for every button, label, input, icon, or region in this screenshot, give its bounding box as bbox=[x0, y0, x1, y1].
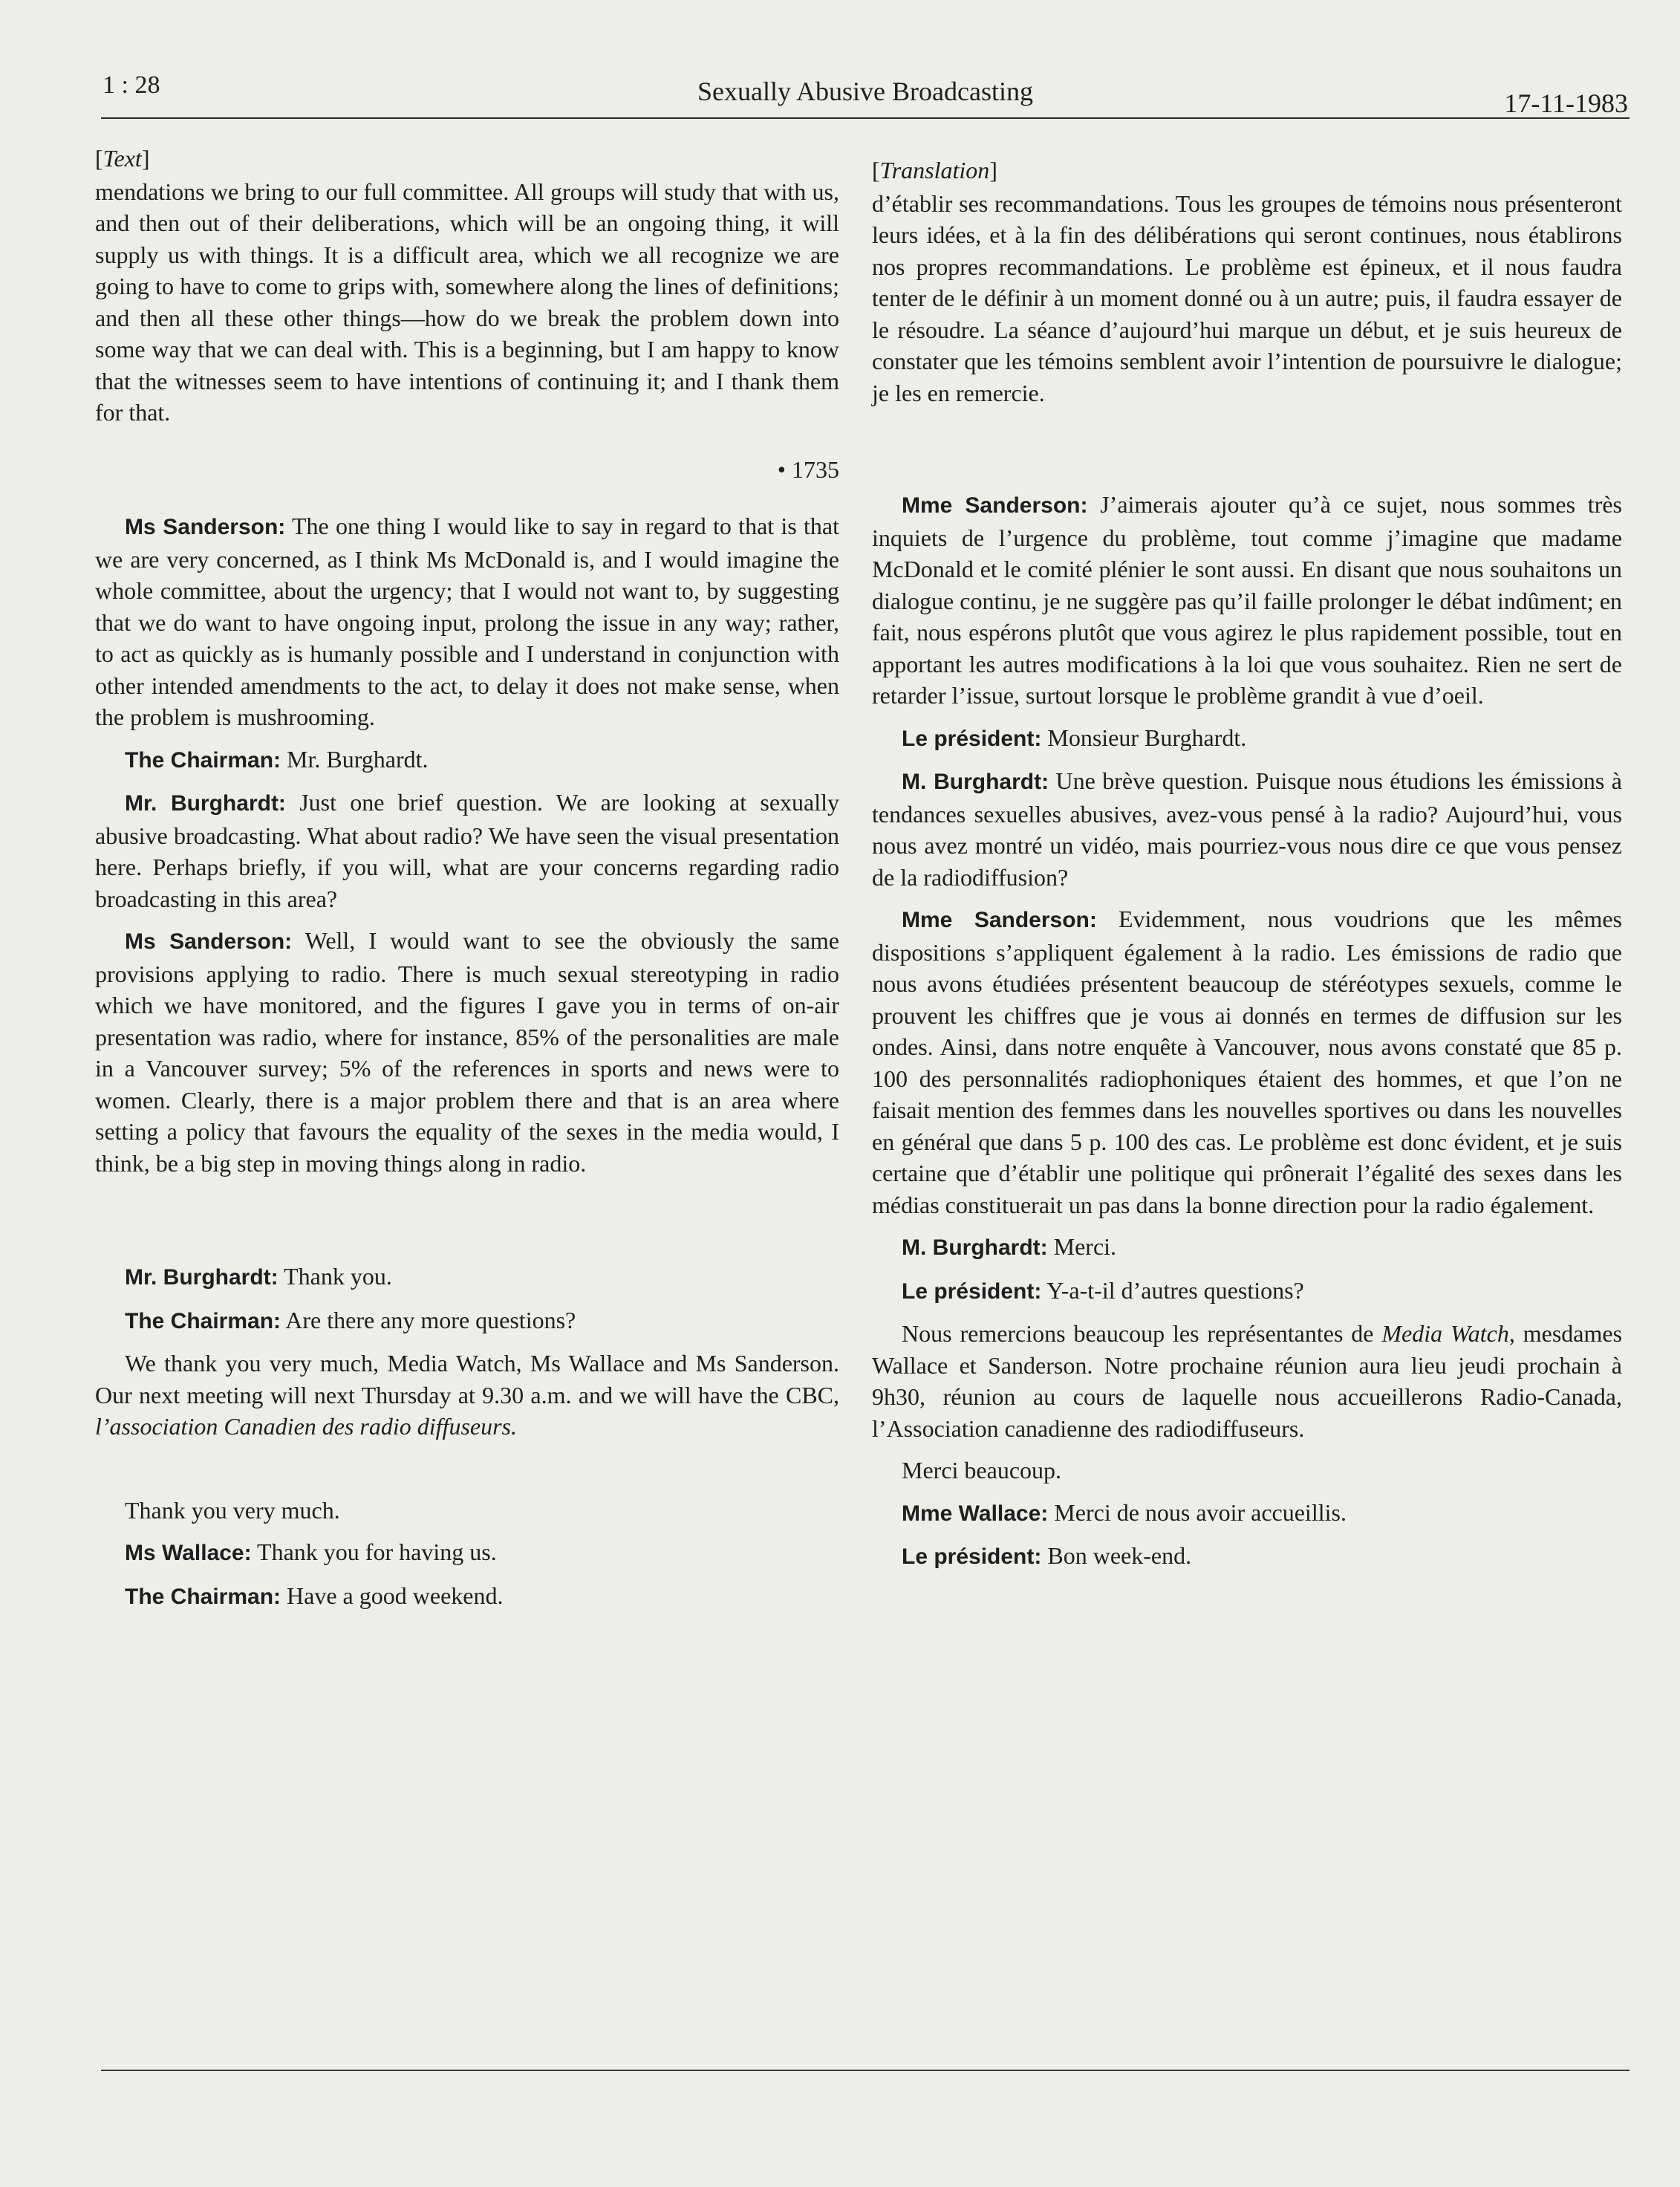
speech-mr-burghardt bbox=[95, 1261, 839, 1294]
speech-mme-sanderson bbox=[872, 903, 1622, 1221]
document-date: 17-11-1983 bbox=[1504, 88, 1628, 118]
speaker-name: Le président: bbox=[902, 726, 1042, 751]
speech-text: Monsieur Burghardt. bbox=[1041, 724, 1247, 751]
speech-president bbox=[872, 722, 1622, 755]
footer-divider bbox=[101, 2070, 1629, 2071]
speech-chairman bbox=[95, 744, 839, 777]
speech-ms-sanderson bbox=[95, 925, 839, 1179]
column-label: [Text] bbox=[95, 145, 150, 172]
speaker-name: The Chairman: bbox=[125, 1308, 281, 1333]
paragraph: mendations we bring to our full committee. All groups will study that with us, and then out of their deliberations, which will be an ongoing thing, it will supply us with things. It is a difficult area, which we all recognize we are going to have to come to grips with, somewhere along the lines of definitions; and then all these other things—how do we break the problem down into some way that we can deal with. This is a beginning, but I am happy to know that the witnesses seem to have intentions of continuing it; and I thank them for that. bbox=[95, 178, 839, 426]
column-label: [Translation] bbox=[872, 157, 997, 183]
speaker-name: M. Burghardt: bbox=[902, 770, 1049, 794]
document-title: Sexually Abusive Broadcasting bbox=[697, 77, 1033, 106]
time-marker: • 1735 bbox=[777, 455, 839, 483]
speaker-name: Mr. Burghardt: bbox=[125, 1265, 279, 1290]
speech-text: Mr. Burghardt. bbox=[281, 745, 429, 773]
speech-text: The one thing I would like to say in regard to that is that we are very concerned, as I think Ms McDonald is, and I would imagine the whole committee, about the urgency; that I would not want to, by suggesting that we do want to have ongoing input, prolong the issue in any way; rather, to act as quickly as is humanly possible and I understand in conjunction with other intended amendments to the act, to delay it does not make sense, when the problem is mushrooming. bbox=[95, 513, 839, 730]
speech-mme-sanderson bbox=[872, 489, 1622, 712]
paragraph: Merci beaucoup. bbox=[902, 1457, 1062, 1484]
french-column bbox=[872, 155, 1622, 1573]
speaker-name: The Chairman: bbox=[125, 747, 281, 773]
page-header bbox=[101, 71, 1629, 119]
speaker-name: Le président: bbox=[902, 1544, 1042, 1569]
italic-org-name: Media Watch bbox=[1381, 1320, 1509, 1347]
speaker-name: Ms Sanderson: bbox=[125, 929, 293, 954]
speech-ms-wallace bbox=[95, 1536, 839, 1570]
speech-text: Thank you. bbox=[278, 1263, 392, 1290]
speech-text: Y-a-t-il d’autres questions? bbox=[1041, 1276, 1304, 1304]
speech-chairman bbox=[95, 1580, 839, 1614]
speech-text: Une brève question. Puisque nous étudions les émissions à tendances sexuelles abusives, avez-vous pensé à la radio? Aujourd’hui, vous nous avez montré un vidéo, mais pourriez-vous nous dire ce que vous pensez de la radiodiffusion? bbox=[872, 767, 1623, 891]
speaker-name: Ms Sanderson: bbox=[125, 515, 286, 539]
closing-paragraph: Nous remercions beaucoup les représentantes de Media Watch, mesdames Wallace et Sanderson. Notre prochaine réunion aura lieu jeudi prochain à 9h30, réunion au cours de laquelle nous accueillerons Radio-Canada, l’Association canadienne des radiodiffuseurs. bbox=[872, 1320, 1623, 1442]
speaker-name: Mme Sanderson: bbox=[902, 908, 1097, 932]
italic-org-name: l’association Canadien des radio diffuseurs. bbox=[95, 1413, 517, 1440]
speech-text: Bon week-end. bbox=[1041, 1542, 1192, 1569]
speaker-name: M. Burghardt: bbox=[902, 1235, 1048, 1260]
paragraph: Thank you very much. bbox=[125, 1496, 340, 1524]
speech-president bbox=[872, 1275, 1622, 1308]
speech-text: Merci de nous avoir accueillis. bbox=[1048, 1498, 1347, 1526]
speech-text: Are there any more questions? bbox=[281, 1306, 576, 1333]
speech-text: Just one brief question. We are looking at sexually abusive broadcasting. What about radio? We have seen the visual presentation here. Perhaps briefly, if you will, what are your concerns regarding radio broadcasting in this area? bbox=[95, 789, 840, 912]
page-number: 1 : 28 bbox=[102, 71, 160, 99]
speech-m-burghardt bbox=[872, 765, 1622, 893]
speaker-name: The Chairman: bbox=[125, 1584, 281, 1609]
closing-paragraph: We thank you very much, Media Watch, Ms Wallace and Ms Sanderson. Our next meeting will next Thursday at 9.30 a.m. and we will have the CBC, l’association Canadien des radio diffuseurs. bbox=[95, 1350, 839, 1440]
speech-m-burghardt bbox=[872, 1231, 1622, 1264]
speech-chairman bbox=[95, 1304, 839, 1338]
speaker-name: Ms Wallace: bbox=[125, 1541, 252, 1565]
speech-mme-wallace bbox=[872, 1497, 1622, 1530]
paragraph: d’établir ses recommandations. Tous les groupes de témoins nous présenteront leurs idées, et à la fin des délibérations qui seront continues, nous établirons nos propres recommandations. Le problème est épineux, et il nous faudra tenter de le définir à un moment donné ou à un autre; puis, il faudra essayer de le résoudre. La séance d’aujourd’hui marque un début, et je suis heureux de constater que les témoins semblent avoir l’intention de poursuivre le dialogue; je les en remercie. bbox=[872, 189, 1622, 406]
speaker-name: Mme Sanderson: bbox=[902, 493, 1088, 518]
speech-text: Evidemment, nous voudrions que les mêmes dispositions s’appliquent également à la radio. Les émissions de radio que nous avons étudiées présentent beaucoup de stéréotypes sexuels, comme le prouvent les chiffres que je vous ai donnés en termes de diffusion sur les ondes. Ainsi, dans notre enquête à Vancouver, nous avons constaté que 85 p. 100 des personnalités radiophoniques étaient des hommes, et que l’on ne faisait mention des femmes dans les nouvelles sportives ou dans les nouvelles en général que dans 5 p. 100 des cas. Le problème est donc évident, et je suis certaine que d’établir une politique qui prônerait l’égalité des sexes dans les médias constituerait un pas dans la bonne direction pour la radio également. bbox=[872, 906, 1623, 1218]
speech-mr-burghardt bbox=[95, 787, 839, 914]
speech-president bbox=[872, 1540, 1622, 1573]
speech-text: Have a good weekend. bbox=[281, 1582, 504, 1609]
speaker-name: Mr. Burghardt: bbox=[125, 791, 286, 816]
english-column bbox=[95, 143, 839, 1613]
speech-ms-sanderson bbox=[95, 510, 839, 733]
speaker-name: Le président: bbox=[902, 1278, 1042, 1304]
speech-text: J’aimerais ajouter qu’à ce sujet, nous sommes très inquiets de l’urgence du problème, tout comme j’imagine que madame McDonald et le comité plénier le sont aussi. En disant que nous souhaitons un dialogue continu, je ne suggère pas qu’il faille prolonger le débat indûment; en fait, nous espérons plutôt que vous agirez le plus rapidement possible, tout en apportant les autres modifications à la loi que vous souhaitez. Rien ne sert de retarder l’issue, surtout lorsque le problème grandit à vue d’oeil. bbox=[872, 491, 1623, 709]
speech-text: Thank you for having us. bbox=[251, 1538, 497, 1565]
speech-text: Merci. bbox=[1047, 1233, 1117, 1260]
speaker-name: Mme Wallace: bbox=[902, 1501, 1049, 1526]
speech-text: Well, I would want to see the obviously the same provisions applying to radio. There is much sexual stereotyping in radio which we have monitored, and the figures I gave you in terms of on-air presentation was radio, where for instance, 85% of the personalities are male in a Vancouver survey; 5% of the references in sports and news were to women. Clearly, there is a major problem there and that is an area where setting a policy that favours the equality of the sexes in the media would, I think, be a big step in moving things along in radio. bbox=[95, 927, 840, 1177]
